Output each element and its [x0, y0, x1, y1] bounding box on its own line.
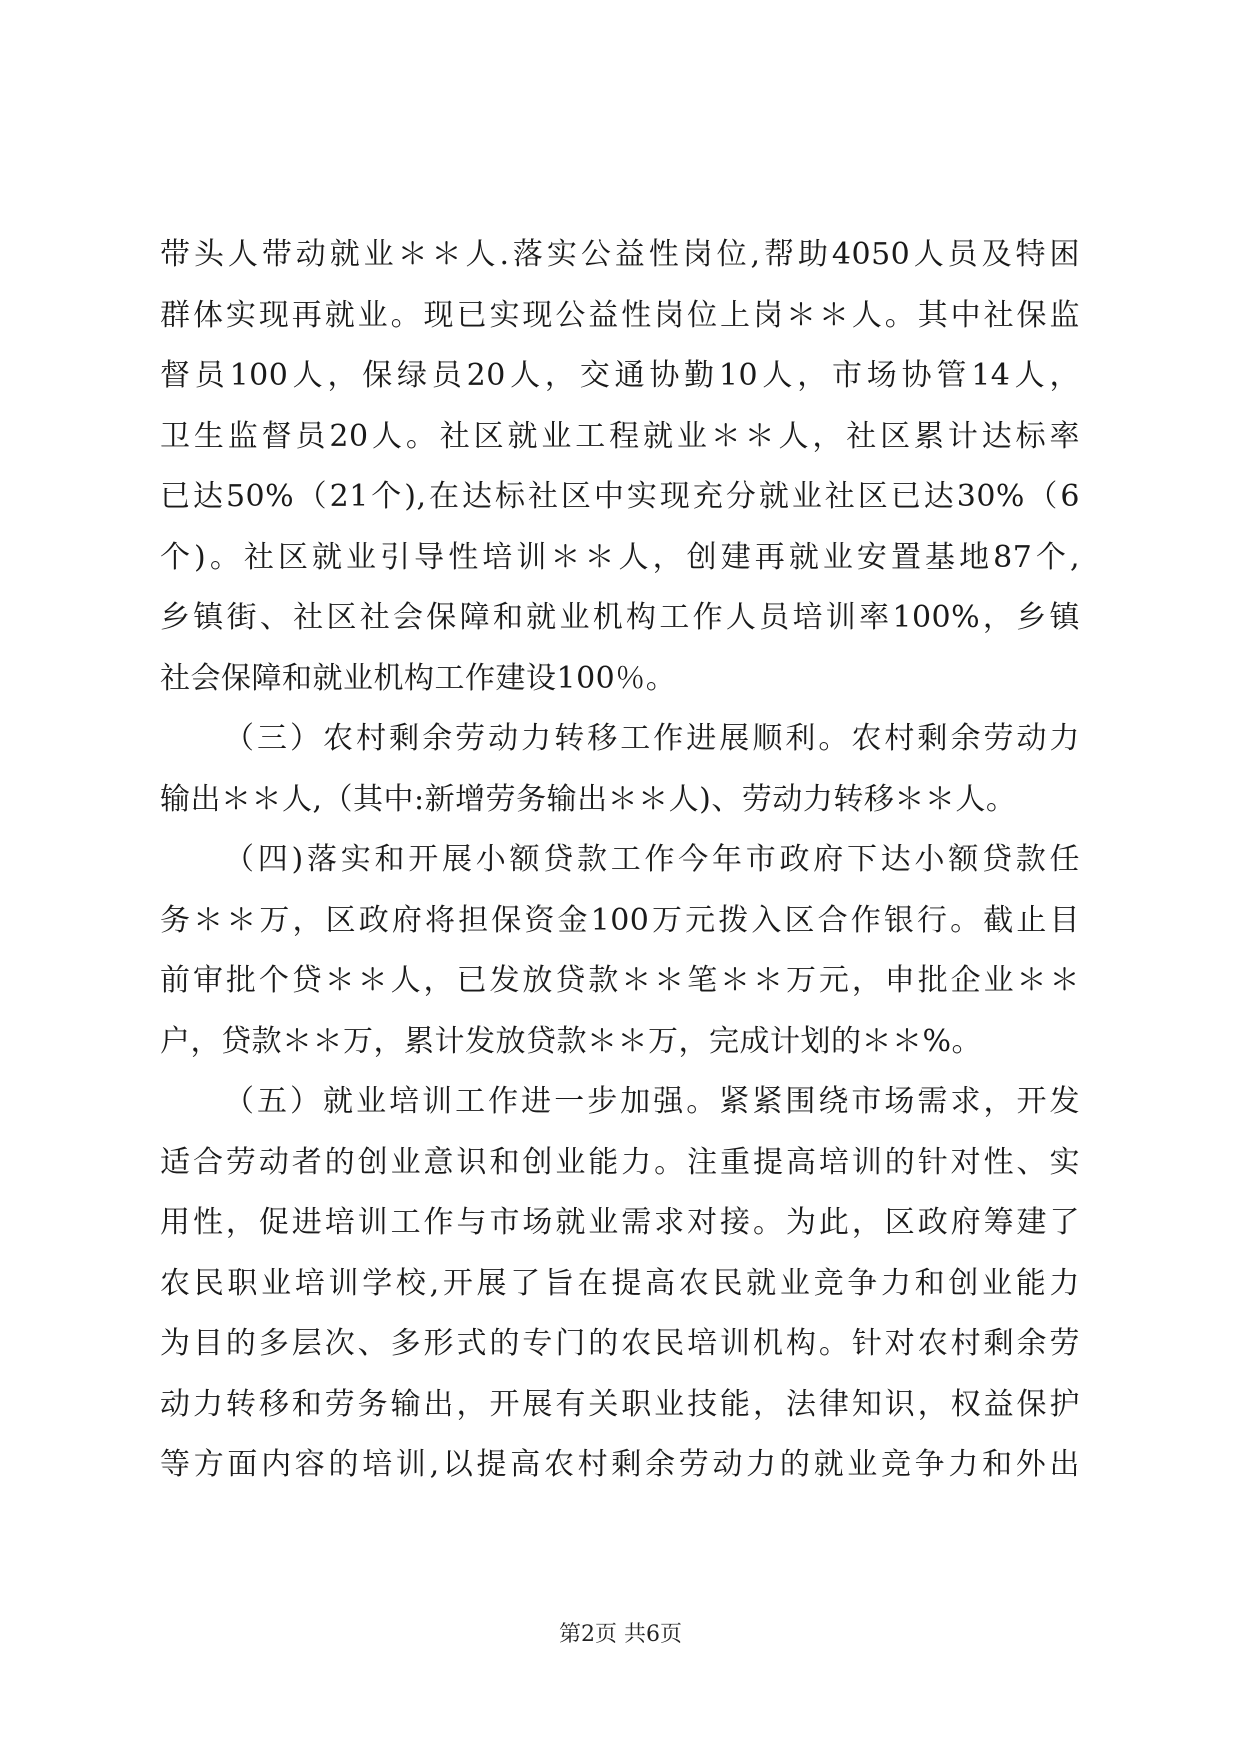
- text-line: 户，贷款＊＊万，累计发放贷款＊＊万，完成计划的＊＊%。: [160, 1023, 983, 1059]
- text-line: 群体实现再就业。现已实现公益性岗位上岗＊＊人。其中社保监: [160, 297, 1080, 333]
- text-line: 务＊＊万，区政府将担保资金100万元拨入区合作银行。截止目: [160, 902, 1080, 938]
- text-line: 督员100人，保绿员20人，交通协勤10人，市场协管14人，: [160, 358, 1080, 393]
- text-line: 乡镇街、社区社会保障和就业机构工作人员培训率100%，乡镇: [160, 600, 1080, 635]
- text-line: （三）农村剩余劳动力转移工作进展顺利。农村剩余劳动力: [224, 721, 1080, 756]
- page-footer: 第2页 共6页: [559, 1622, 682, 1647]
- text-line: 输出＊＊人,（其中:新增劳务输出＊＊人)、劳动力转移＊＊人。: [160, 781, 1017, 817]
- text-line: 前审批个贷＊＊人，已发放贷款＊＊笔＊＊万元，申批企业＊＊: [160, 963, 1080, 998]
- text-line: 适合劳动者的创业意识和创业能力。注重提高培训的针对性、实: [160, 1144, 1080, 1180]
- text-line: 等方面内容的培训,以提高农村剩余劳动力的就业竞争力和外出: [160, 1447, 1080, 1482]
- text-line: 个)。社区就业引导性培训＊＊人，创建再就业安置基地87个,: [160, 539, 1080, 575]
- text-line: 为目的多层次、多形式的专门的农民培训机构。针对农村剩余劳: [160, 1326, 1080, 1361]
- document-body: [160, 225, 1080, 1496]
- text-line: 卫生监督员20人。社区就业工程就业＊＊人，社区累计达标率: [160, 418, 1080, 454]
- text-line: 动力转移和劳务输出，开展有关职业技能，法律知识，权益保护: [160, 1386, 1080, 1422]
- text-line: 用性，促进培训工作与市场就业需求对接。为此，区政府筹建了: [160, 1205, 1080, 1240]
- text-line: 带头人带动就业＊＊人.落实公益性岗位,帮助4050人员及特困: [160, 237, 1080, 272]
- text-line: （四)落实和开展小额贷款工作今年市政府下达小额贷款任: [224, 842, 1080, 877]
- text-line: 农民职业培训学校,开展了旨在提高农民就业竞争力和创业能力: [160, 1265, 1080, 1301]
- text-line: 已达50%（21个),在达标社区中实现充分就业社区已达30%（6: [160, 479, 1080, 514]
- text-line: 社会保障和就业机构工作建设100％。: [160, 660, 677, 696]
- text-line: （五）就业培训工作进一步加强。紧紧围绕市场需求，开发: [224, 1084, 1080, 1119]
